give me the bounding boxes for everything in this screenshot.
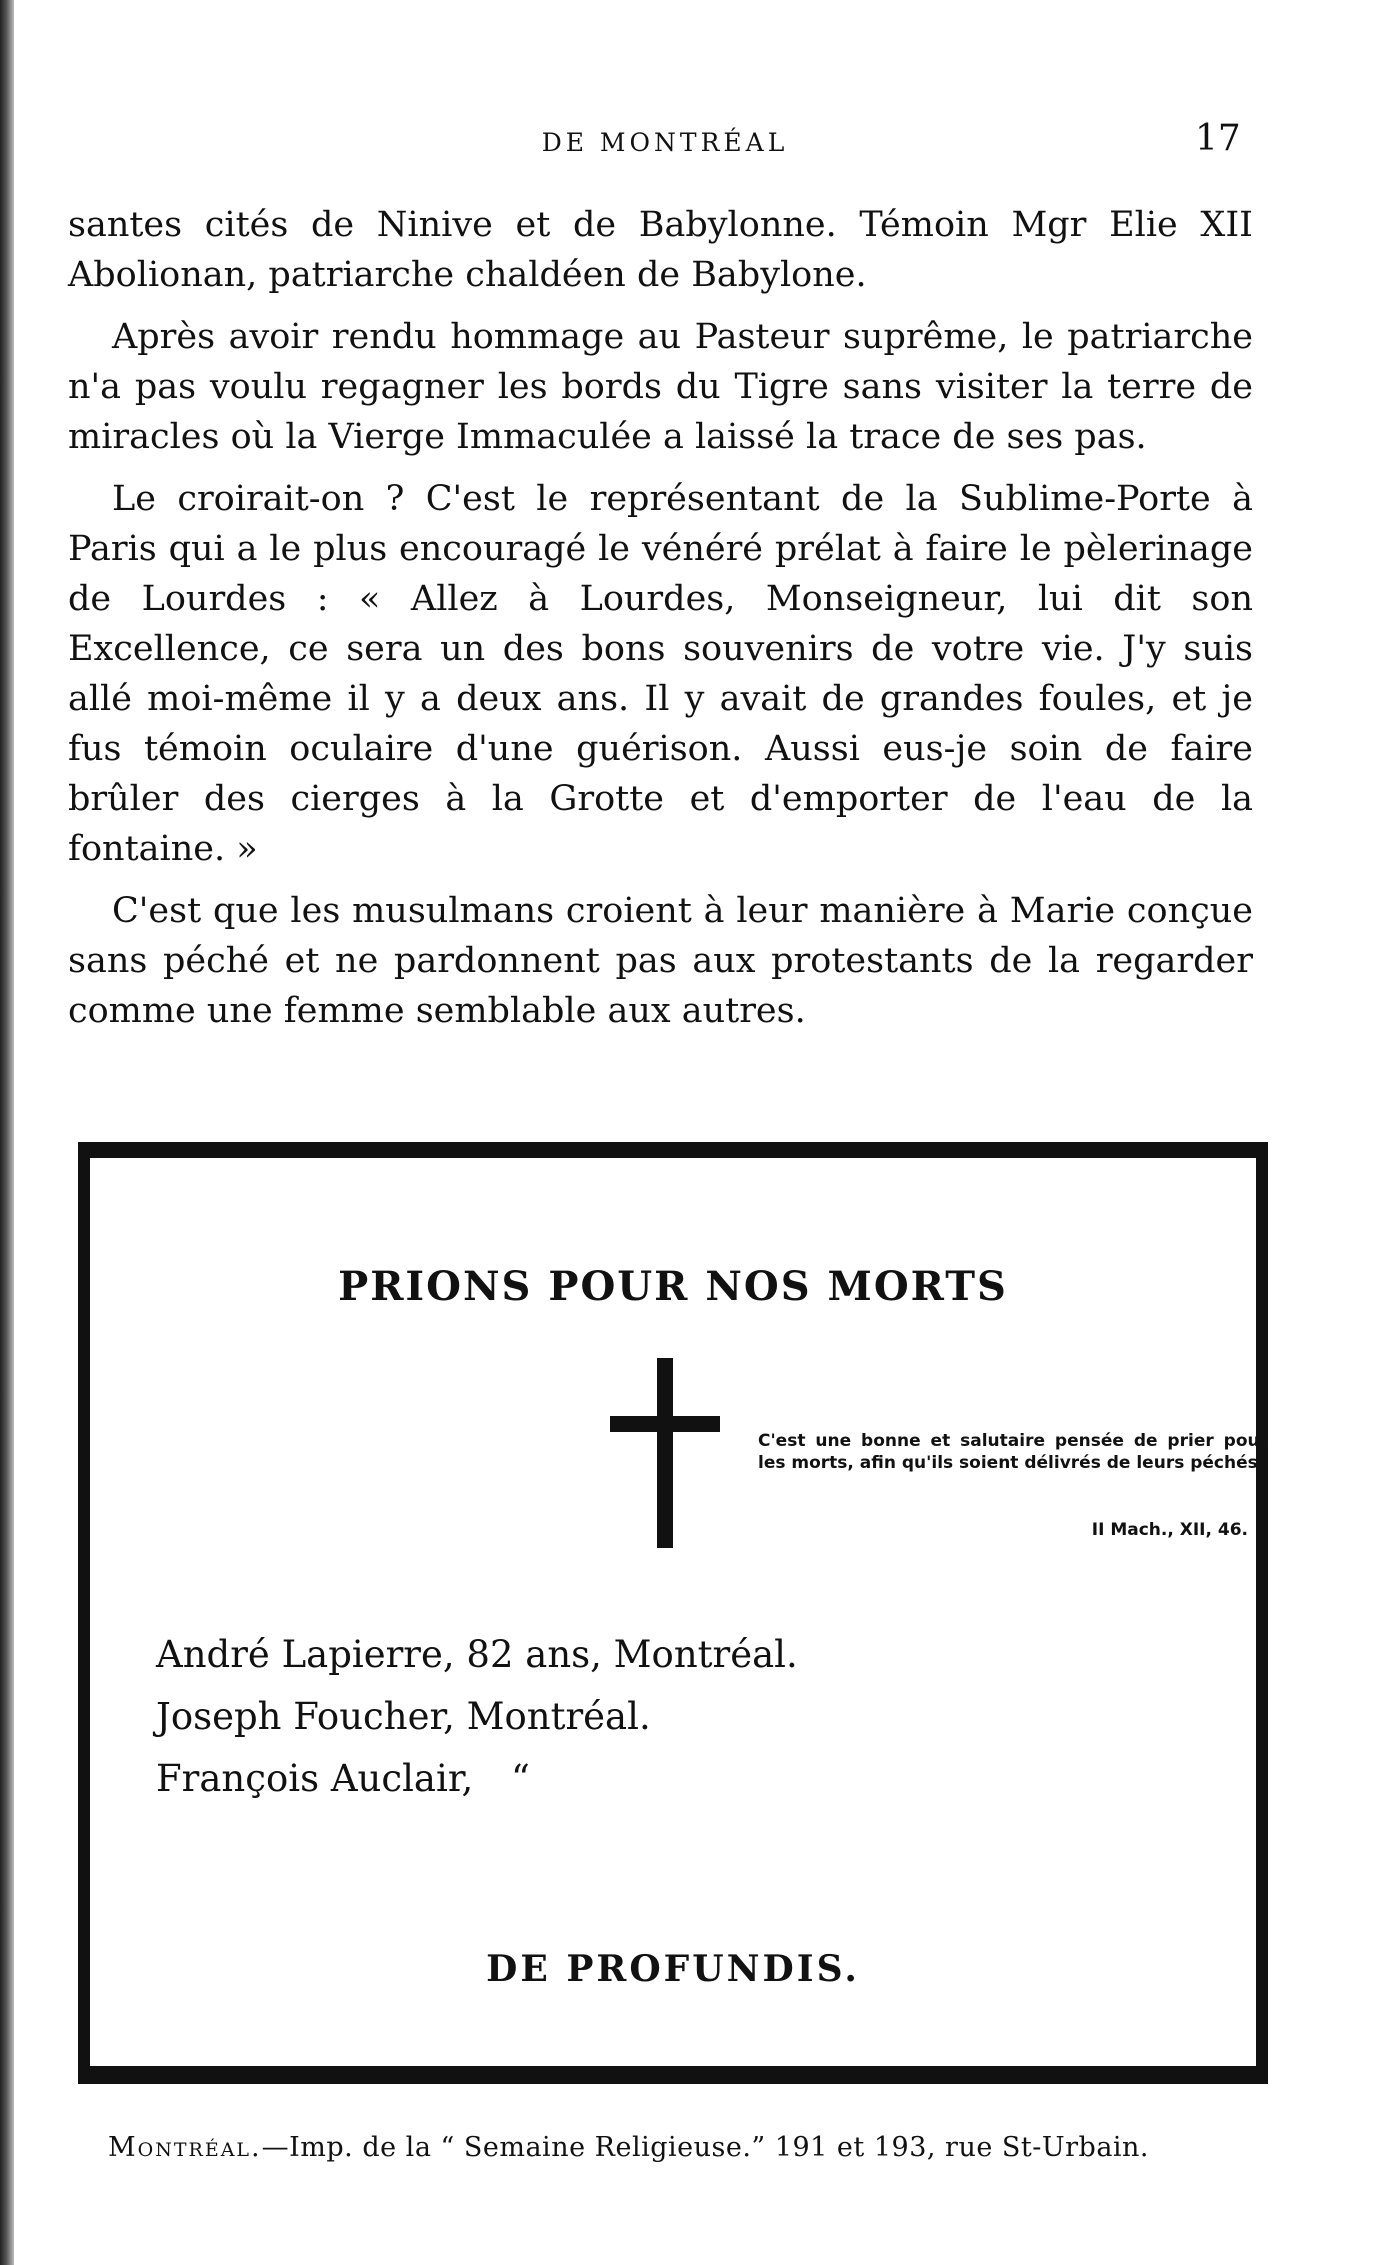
imprint-city: Montréal.	[108, 2132, 262, 2163]
deceased-entry	[156, 1695, 1156, 1757]
paragraph: Après avoir rendu hommage au Pasteur suprême, le patriarche n'a pas voulu regagner les bords du Tigre sans visiter la terre de miracles où la Vierge Immaculée a laissé la trace de ses pas.	[68, 317, 1253, 457]
running-head	[0, 118, 1399, 158]
obituary-notice-frame	[78, 1142, 1268, 2084]
deceased-entry	[156, 1633, 1156, 1695]
deceased-list	[156, 1633, 1156, 1819]
ditto-mark: “	[511, 1757, 530, 1800]
page-number: 17	[1195, 118, 1241, 159]
paragraph: santes cités de Ninive et de Babylonne. Témoin Mgr Elie XII Abolionan, patriarche chaldéen de Babylone.	[68, 205, 1253, 295]
deceased-name: François Auclair,	[156, 1757, 474, 1800]
closing-prayer: DE PROFUNDIS.	[486, 1948, 860, 1990]
deceased-name: André Lapierre, 82 ans, Montréal.	[156, 1633, 798, 1676]
running-title: DE MONTRÉAL	[541, 128, 789, 157]
body-text	[68, 200, 1253, 1048]
deceased-entry	[156, 1757, 1156, 1819]
notice-title: PRIONS POUR NOS MORTS	[338, 1263, 1008, 1310]
book-spine-edge	[0, 0, 14, 2265]
printer-imprint	[108, 2132, 1258, 2163]
cross-icon	[610, 1358, 720, 1548]
scripture-reference: II Mach., XII, 46.	[1091, 1520, 1248, 1540]
paragraph: C'est que les musulmans croient à leur manière à Marie conçue sans péché et ne pardonnent pas aux protestants de la regarder comme une femme semblable aux autres.	[68, 891, 1253, 1031]
deceased-name: Joseph Foucher, Montréal.	[156, 1695, 651, 1738]
scripture-quote: C'est une bonne et salutaire pensée de prier pour les morts, afin qu'ils soient délivrés de leurs péchés.	[758, 1431, 1268, 1473]
imprint-text: —Imp. de la “ Semaine Religieuse.” 191 et 193, rue St-Urbain.	[261, 2132, 1150, 2163]
paragraph: Le croirait-on ? C'est le représentant de la Sublime-Porte à Paris qui a le plus encouragé le vénéré prélat à faire le pèlerinage de Lourdes : « Allez à Lourdes, Monseigneur, lui dit son Excellence, ce sera un des bons souvenirs de votre vie. J'y suis allé moi-même il y a deux ans. Il y avait de grandes foules, et je fus témoin oculaire d'une guérison. Aussi eus-je soin de faire brûler des cierges à la Grotte et d'emporter de l'eau de la fontaine. »	[68, 479, 1253, 869]
